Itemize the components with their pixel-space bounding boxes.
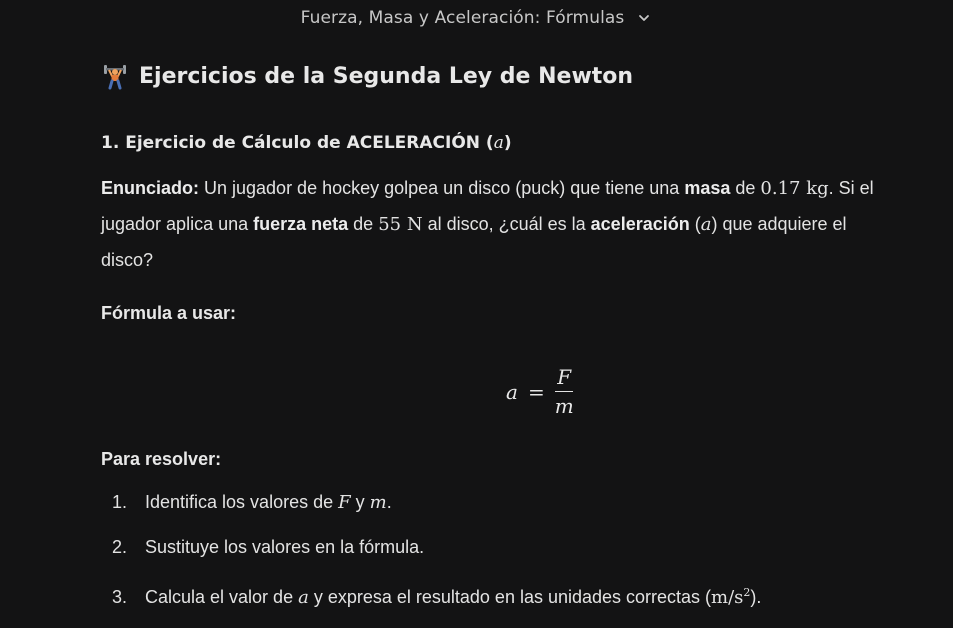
formula-denominator: m bbox=[554, 394, 574, 418]
step-text: y bbox=[350, 492, 370, 512]
statement-text: jugador aplica una bbox=[101, 214, 254, 234]
step-var: a bbox=[298, 587, 309, 608]
exercise-heading-text: 1. Ejercicio de Cálculo de ACELERACIÓN ( bbox=[101, 133, 494, 153]
statement-bold-force: fuerza neta bbox=[253, 214, 349, 234]
section-title: Ejercicios de la Segunda Ley de Newton bbox=[139, 63, 634, 89]
step-text: Sustituye los valores en la fórmula. bbox=[145, 537, 425, 557]
statement-text: disco? bbox=[101, 250, 154, 270]
formula-equals: = bbox=[527, 379, 545, 404]
exercise-heading-var: a bbox=[493, 133, 504, 153]
step-text: Calcula el valor de bbox=[145, 587, 299, 607]
statement-text: ) que adquiere el bbox=[711, 214, 847, 234]
statement-bold-mass: masa bbox=[684, 178, 731, 198]
step-text: Identifica los valores de bbox=[145, 492, 339, 512]
statement-text: Un jugador de hockey golpea un disco (puck) que tiene una bbox=[199, 178, 685, 198]
formula-fraction bbox=[555, 366, 574, 417]
step-text: y expresa el resultado en las unidades correctas ( bbox=[308, 587, 712, 607]
step-number: 2. bbox=[112, 537, 128, 557]
step-number: 3. bbox=[112, 587, 128, 607]
step-unit-exponent: 2 bbox=[743, 586, 751, 599]
conversation-title[interactable]: Fuerza, Masa y Aceleración: Fórmulas bbox=[300, 8, 625, 28]
statement-line-2 bbox=[101, 206, 847, 243]
statement-acceleration-var: a bbox=[700, 214, 712, 235]
exercise-heading bbox=[101, 133, 512, 153]
steps-list bbox=[101, 480, 761, 615]
formula-display bbox=[506, 366, 574, 417]
statement-label: Enunciado: bbox=[101, 178, 199, 198]
list-item bbox=[101, 525, 761, 570]
step-var: m bbox=[369, 492, 387, 513]
statement-text: al disco, ¿cuál es la bbox=[422, 214, 591, 234]
step-text: ). bbox=[750, 587, 762, 607]
chevron-down-icon[interactable] bbox=[636, 10, 652, 26]
statement-force-value: 55 N bbox=[378, 214, 423, 235]
step-unit: m/s bbox=[711, 587, 744, 608]
statement-text: ( bbox=[689, 214, 701, 234]
formula-lhs: a bbox=[506, 379, 518, 404]
list-item bbox=[101, 480, 761, 525]
exercise-heading-close: ) bbox=[503, 133, 512, 153]
formula-label: Fórmula a usar: bbox=[101, 303, 237, 323]
statement-text: . Si el bbox=[828, 178, 874, 198]
step-text: . bbox=[386, 492, 392, 512]
solve-label: Para resolver: bbox=[101, 449, 222, 469]
step-number: 1. bbox=[112, 492, 128, 512]
statement-text: de bbox=[348, 214, 379, 234]
step-var: F bbox=[338, 492, 351, 513]
formula-numerator: F bbox=[555, 366, 573, 392]
statement-bold-acceleration: aceleración bbox=[590, 214, 690, 234]
statement-mass-value: 0.17 kg bbox=[760, 178, 829, 199]
statement-text: de bbox=[730, 178, 761, 198]
weight-lifter-icon bbox=[101, 62, 129, 90]
section-heading bbox=[101, 62, 633, 90]
list-item bbox=[101, 570, 761, 615]
statement-line-3 bbox=[101, 242, 153, 278]
conversation-title-bar[interactable] bbox=[0, 0, 953, 36]
statement-line-1 bbox=[101, 170, 874, 207]
